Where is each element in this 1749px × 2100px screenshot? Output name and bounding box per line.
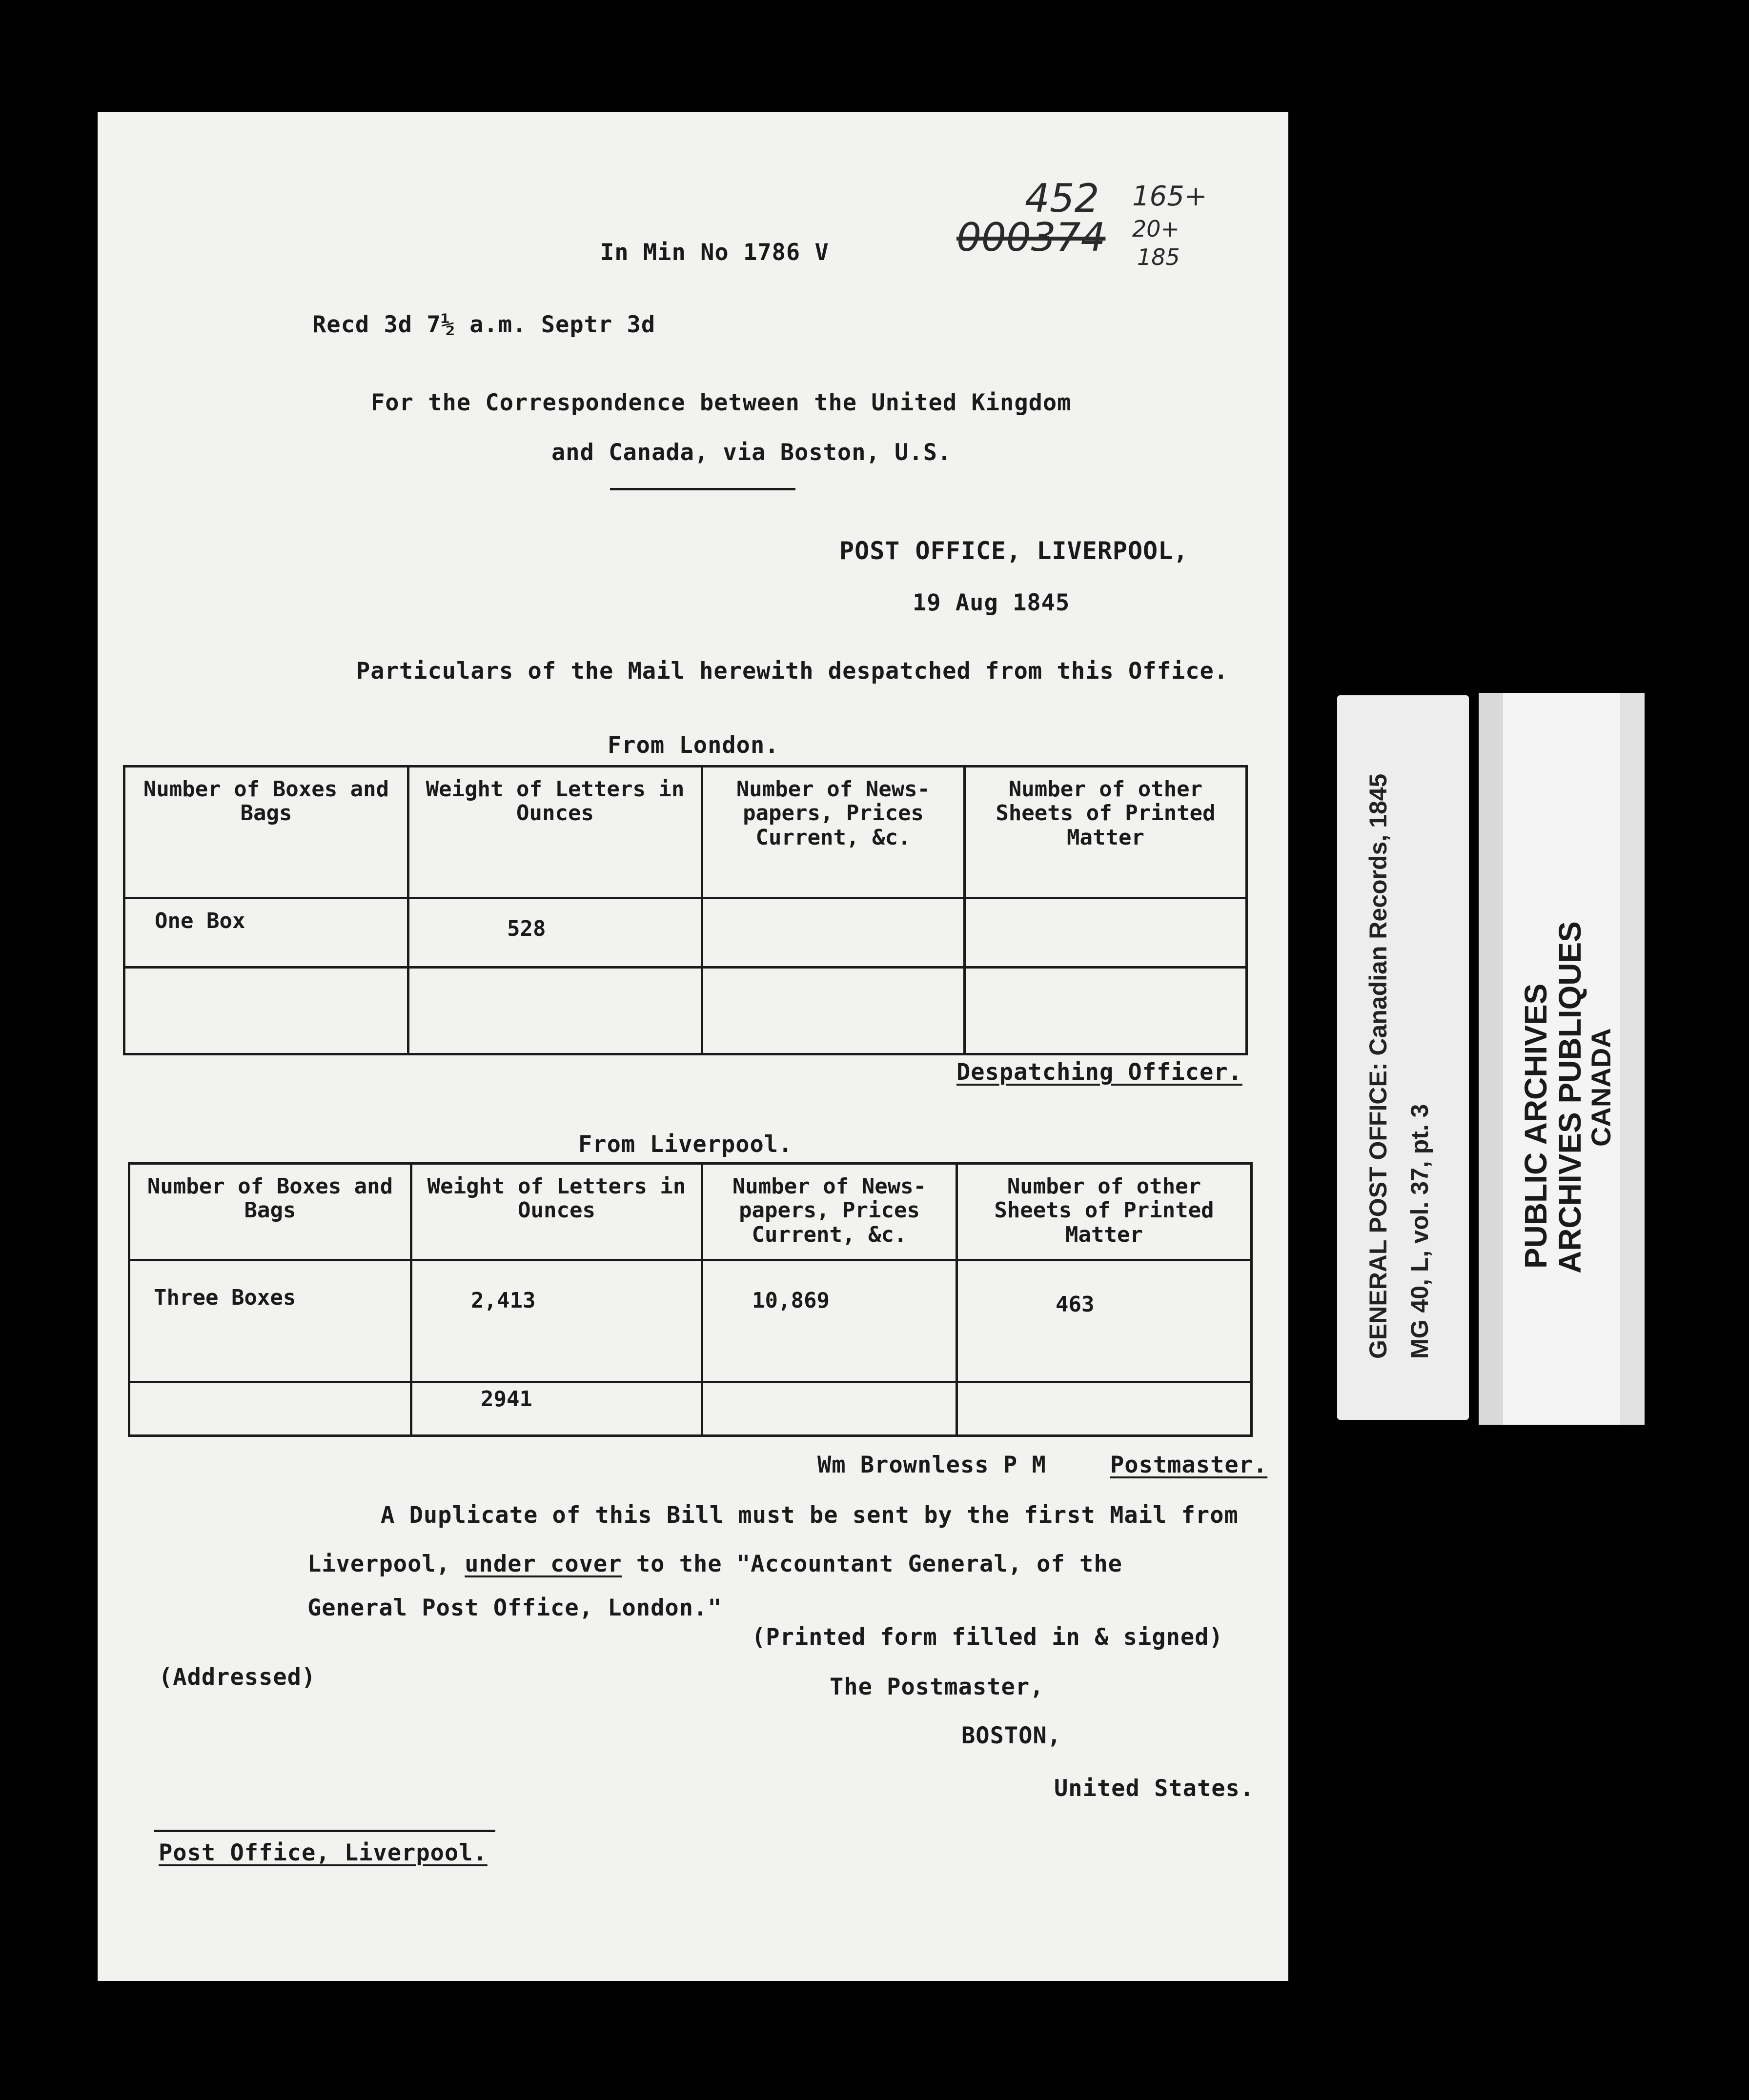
footer-office: Post Office, Liverpool. xyxy=(159,1839,488,1866)
table-cell: 528 xyxy=(408,898,702,968)
footer-rule xyxy=(154,1830,495,1832)
table-cell xyxy=(702,968,965,1054)
london-header-weight: Weight of Letters in Ounces xyxy=(408,767,702,898)
office-name: POST OFFICE, LIVERPOOL, xyxy=(839,537,1189,565)
liverpool-header-weight: Weight of Letters in Ounces xyxy=(411,1164,702,1260)
table-row xyxy=(129,1382,1252,1436)
stamp-band xyxy=(1479,693,1503,1425)
particulars-line: Particulars of the Mail herewith despatched from this Office. xyxy=(356,658,1229,685)
note-accountant: to the "Accountant General, of the xyxy=(636,1551,1122,1577)
table-cell: Three Boxes xyxy=(129,1260,411,1382)
london-header-boxes: Number of Boxes and Bags xyxy=(124,767,408,898)
table-cell xyxy=(408,968,702,1054)
title-line-2: and Canada, via Boston, U.S. xyxy=(551,439,952,466)
received-line: Recd 3d 7½ a.m. Septr 3d xyxy=(312,311,656,338)
stamp-line-1: PUBLIC ARCHIVES xyxy=(1518,983,1553,1269)
table-cell xyxy=(957,1382,1252,1436)
postmaster-signature-title: Postmaster. xyxy=(1110,1452,1268,1478)
liverpool-title: From Liverpool. xyxy=(578,1131,793,1158)
liverpool-table xyxy=(128,1162,1253,1437)
addressed-label: (Addressed) xyxy=(159,1664,316,1691)
archive-number: 452 xyxy=(1025,176,1099,221)
liverpool-header-newspapers: Number of News-papers, Prices Current, &c. xyxy=(702,1164,957,1260)
table-cell xyxy=(702,1382,957,1436)
archives-stamp xyxy=(1479,693,1645,1425)
archive-reference-label xyxy=(1337,695,1469,1420)
note-line-3: General Post Office, London." xyxy=(307,1595,722,1621)
address-line-3: United States. xyxy=(1054,1775,1255,1802)
liverpool-header-boxes: Number of Boxes and Bags xyxy=(129,1164,411,1260)
table-cell: 2,413 xyxy=(411,1260,702,1382)
title-rule xyxy=(610,488,795,490)
document-page xyxy=(98,112,1288,1981)
note-liverpool: Liverpool, xyxy=(307,1551,450,1577)
stamp-line-3: CANADA xyxy=(1586,1028,1616,1147)
table-cell xyxy=(965,968,1247,1054)
address-line-1: The Postmaster, xyxy=(830,1674,1044,1700)
address-line-2: BOSTON, xyxy=(961,1722,1062,1749)
london-header-sheets: Number of other Sheets of Printed Matter xyxy=(965,767,1247,898)
table-cell: 10,869 xyxy=(702,1260,957,1382)
london-title: From London. xyxy=(608,732,779,759)
table-cell: One Box xyxy=(124,898,408,968)
table-row xyxy=(124,968,1247,1054)
printed-form-note: (Printed form filled in & signed) xyxy=(752,1624,1223,1651)
archive-label-line-1: GENERAL POST OFFICE: Canadian Records, 1845 xyxy=(1364,773,1392,1359)
table-cell xyxy=(965,898,1247,968)
london-table xyxy=(123,765,1248,1055)
table-cell xyxy=(129,1382,411,1436)
liverpool-header-sheets: Number of other Sheets of Printed Matter xyxy=(957,1164,1252,1260)
table-cell: 463 xyxy=(957,1260,1252,1382)
postmaster-signature-name: Wm Brownless P M xyxy=(817,1452,1046,1478)
document-date: 19 Aug 1845 xyxy=(913,589,1070,616)
note-under-cover: under cover xyxy=(465,1551,622,1577)
tally-2: 20+ xyxy=(1132,216,1180,242)
note-line-1: A Duplicate of this Bill must be sent by the first Mail from xyxy=(381,1502,1239,1529)
tally-3: 185 xyxy=(1137,244,1180,270)
table-row xyxy=(124,898,1247,968)
despatching-officer: Despatching Officer. xyxy=(956,1059,1242,1086)
archive-label-line-2: MG 40, L, vol. 37, pt. 3 xyxy=(1406,1104,1433,1359)
tally-1: 165+ xyxy=(1132,181,1207,212)
title-line-1: For the Correspondence between the United Kingdom xyxy=(371,389,1072,416)
min-reference: In Min No 1786 V xyxy=(600,239,829,266)
stamp-band xyxy=(1620,693,1645,1425)
struck-number: 000374 xyxy=(956,215,1106,260)
table-cell: 2941 xyxy=(411,1382,702,1436)
note-line-2 xyxy=(307,1551,1122,1577)
table-cell xyxy=(124,968,408,1054)
london-header-newspapers: Number of News-papers, Prices Current, &c. xyxy=(702,767,965,898)
table-cell xyxy=(702,898,965,968)
stamp-line-2: ARCHIVES PUBLIQUES xyxy=(1552,921,1587,1273)
table-row xyxy=(129,1260,1252,1382)
